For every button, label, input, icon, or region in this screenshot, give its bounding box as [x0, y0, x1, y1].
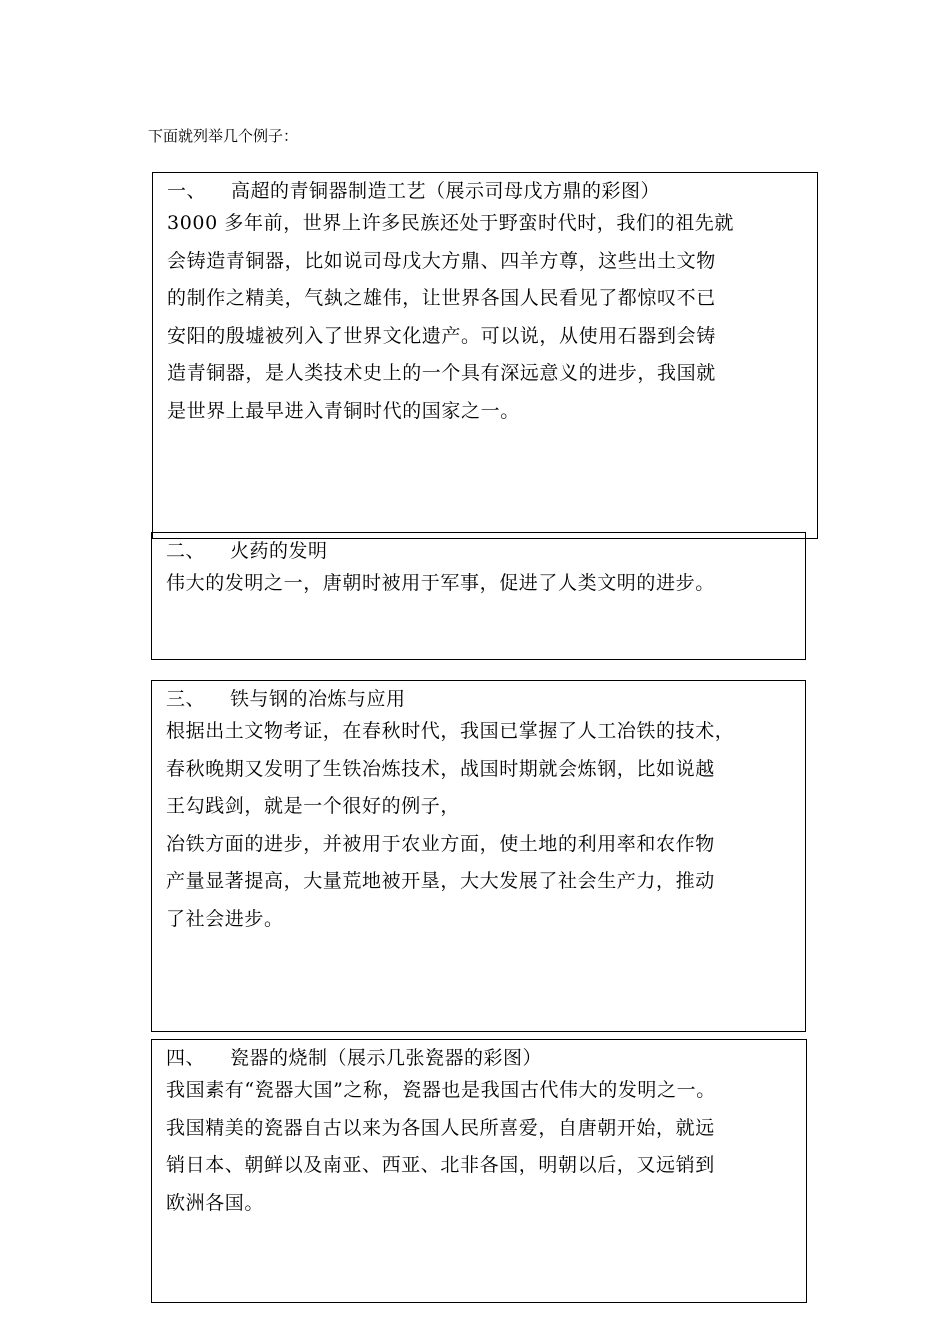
body-line: 是世界上最早进入青铜时代的国家之一。 — [167, 399, 520, 422]
body-line: 春秋晚期又发明了生铁冶炼技术，战国时期就会炼钢，比如说越 — [166, 757, 715, 780]
section-title — [167, 177, 817, 205]
section-box-iron-steel — [151, 680, 806, 1032]
body-line: 3000 多年前，世界上许多民族还处于野蛮时代时，我们的祖先就 — [167, 212, 734, 234]
section-heading: 火药的发明 — [230, 540, 328, 562]
section-title — [166, 537, 805, 565]
section-body — [167, 205, 817, 430]
body-line: 安阳的殷墟被列入了世界文化遗产。可以说，从使用石器到会铸 — [167, 324, 716, 347]
body-line: 产量显著提高，大量荒地被开垦，大大发展了社会生产力，推动 — [166, 870, 715, 892]
body-line: 销日本、朝鲜以及南亚、西亚、北非各国，明朝以后，又远销到 — [166, 1154, 715, 1176]
body-line: 伟大的发明之一，唐朝时被用于军事，促进了人类文明的进步。 — [166, 572, 715, 594]
section-number: 二、 — [166, 540, 206, 562]
intro-text: 下面就列举几个例子： — [148, 127, 299, 145]
body-line: 王勾践剑，就是一个很好的例子， — [166, 795, 461, 817]
section-title — [166, 685, 805, 713]
section-title — [166, 1044, 806, 1072]
section-heading: 铁与钢的冶炼与应用 — [230, 688, 406, 710]
body-line: 我国精美的瓷器自古以来为各国人民所喜爱，自唐朝开始，就远 — [166, 1116, 715, 1139]
section-box-porcelain — [151, 1039, 807, 1303]
body-line: 欧洲各国。 — [166, 1191, 265, 1214]
section-box-bronze — [152, 172, 818, 539]
section-number: 四、 — [166, 1047, 206, 1069]
body-line: 造青铜器，是人类技术史上的一个具有深远意义的进步，我国就 — [167, 362, 716, 384]
body-line: 我国素有“瓷器大国”之称，瓷器也是我国古代伟大的发明之一。 — [166, 1079, 716, 1101]
body-line: 根据出土文物考证，在春秋时代，我国已掌握了人工冶铁的技术， — [166, 720, 735, 742]
section-number: 一、 — [167, 180, 207, 202]
body-line: 的制作之精美，气埶之雄伟，让世界各国人民看见了都惊叹不已 — [167, 287, 716, 309]
section-heading: 瓷器的烧制（展示几张瓷器的彩图） — [230, 1047, 543, 1069]
body-line: 了社会进步。 — [166, 907, 284, 930]
section-box-gunpowder — [151, 532, 806, 660]
section-heading: 高超的青铜器制造工艺（展示司母戊方鼎的彩图） — [231, 180, 661, 202]
section-number: 三、 — [166, 688, 206, 710]
body-line: 会铸造青铜器，比如说司母戊大方鼎、四羊方尊，这些出土文物 — [167, 249, 716, 272]
section-body — [166, 713, 805, 938]
section-body — [166, 565, 805, 603]
body-line: 冶铁方面的进步，并被用于农业方面，使土地的利用率和农作物 — [166, 832, 715, 855]
section-body — [166, 1072, 806, 1222]
